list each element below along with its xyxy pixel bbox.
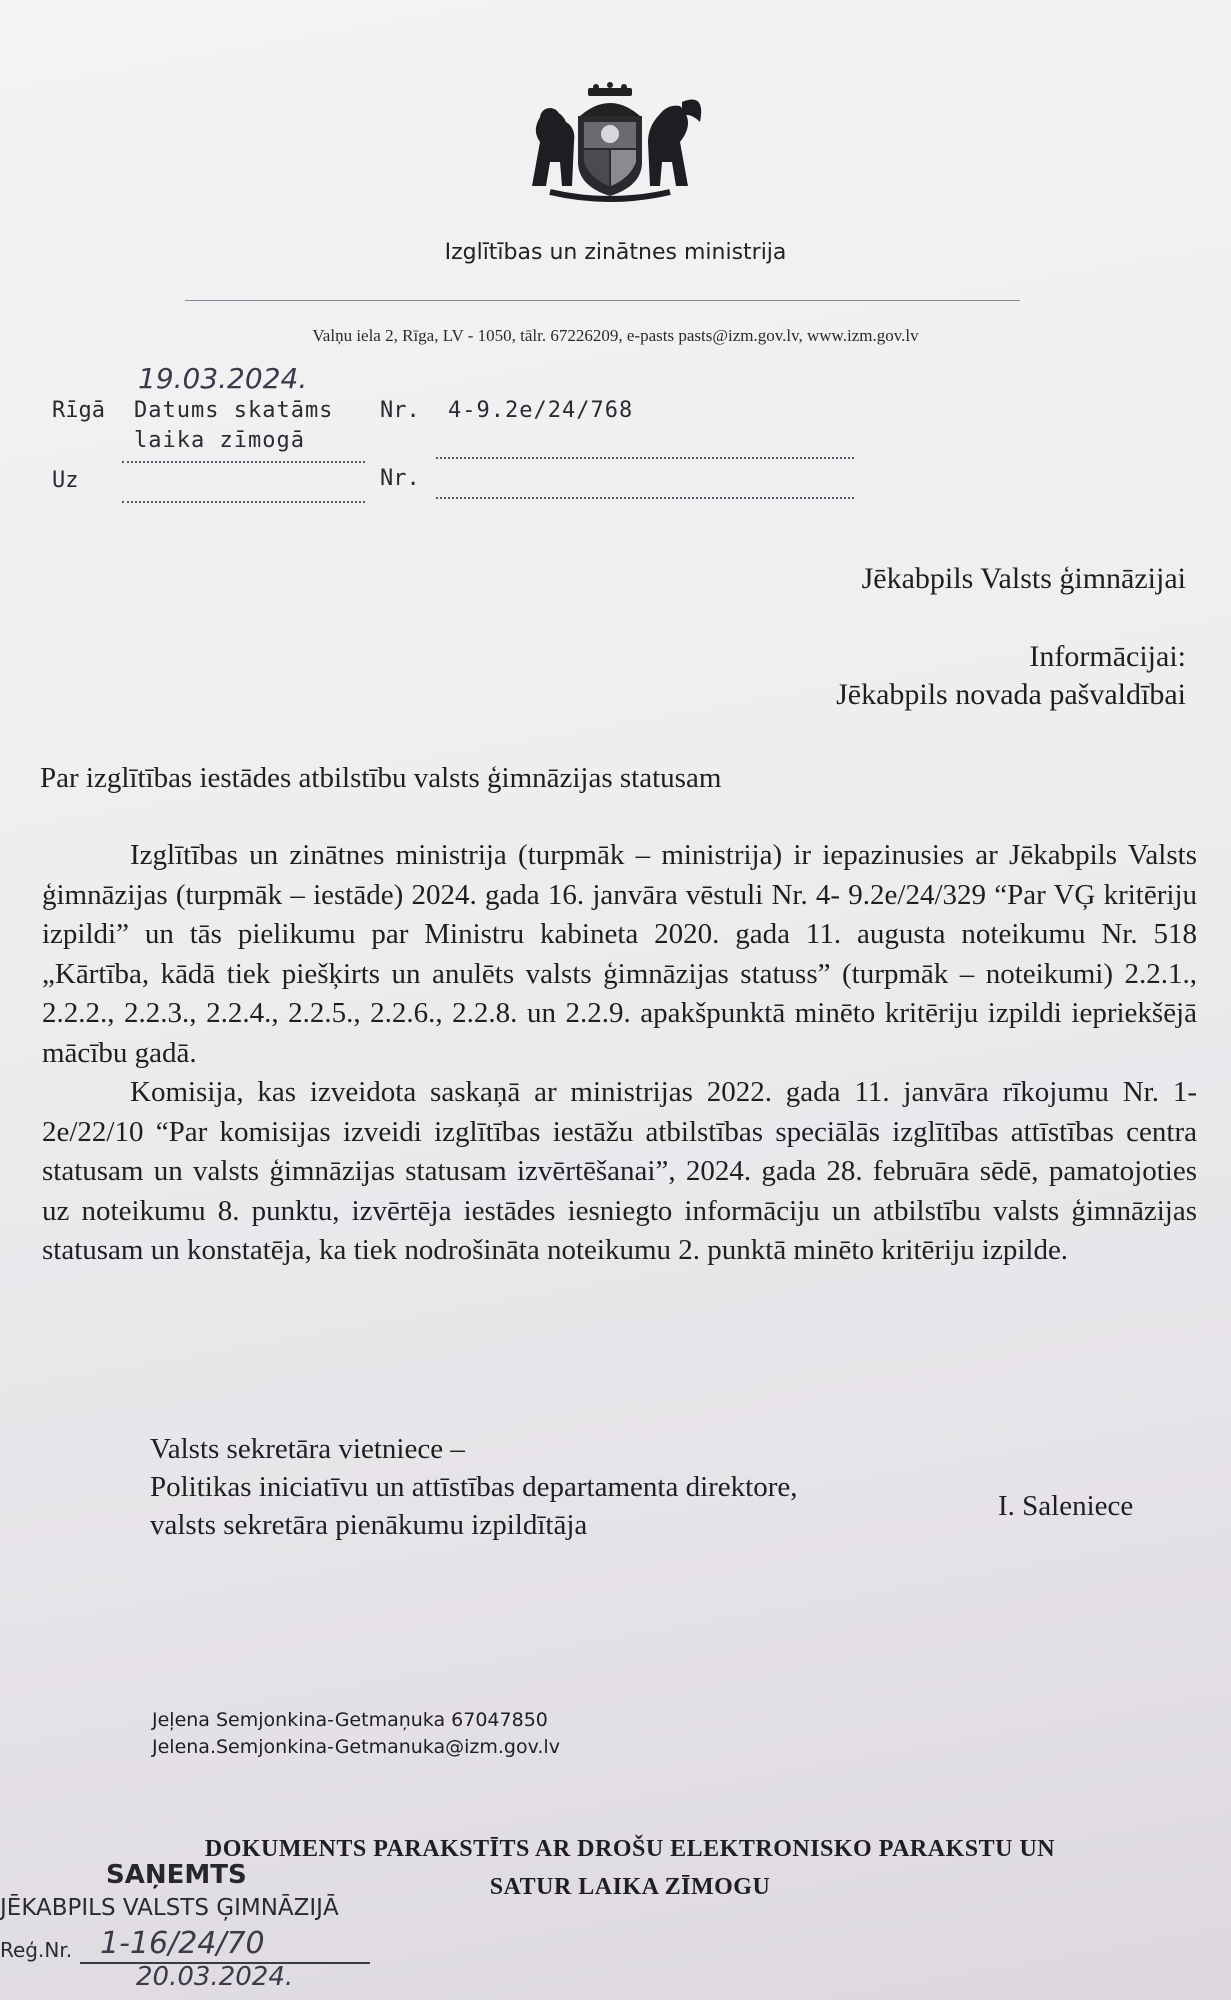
- date-handwritten: 19.03.2024.: [138, 362, 308, 395]
- date-dotted-line: [122, 461, 365, 463]
- ministry-address: Valņu iela 2, Rīga, LV - 1050, tālr. 67226209, e-pasts pasts@izm.gov.lv, www.izm.gov.lv: [312, 326, 919, 345]
- info-label: Informācijai:: [1029, 640, 1186, 673]
- body-paragraph-1: Izglītības un zinātnes ministrija (turpmāk – ministrija) ir iepazinusies ar Jēkabpils Valsts ģimnāzijas (turpmāk – iestāde) 2024. gada 16. janvāra vēstuli Nr. 4- 9.2e/24/329 “Par VĢ kritēriju izpildi” un tās pielikumu par Ministru kabineta 2020. gada 11. augusta noteikumu Nr. 518 „Kārtība, kādā tiek piešķirts un anulēts valsts ģimnāzijas statuss” (turpmāk – noteikumi) 2.2.1., 2.2.2., 2.2.3., 2.2.4., 2.2.5., 2.2.6., 2.2.8. un 2.2.9. apakšpunktā minēto kritēriju izpildi iepriekšējā mācību gadā.: [42, 839, 1197, 1069]
- place-label: Rīgā: [52, 398, 105, 423]
- contact-email: Jelena.Semjonkina-Getmanuka@izm.gov.lv: [152, 1736, 560, 1758]
- uz-label: Uz: [52, 468, 79, 493]
- coat-of-arms-logo: [510, 82, 710, 202]
- letter-subject: Par izglītības iestādes atbilstību valsts ģimnāzijas statusam: [40, 762, 722, 794]
- nr2-dotted-line: [436, 497, 854, 499]
- nr-label-2: Nr.: [380, 466, 420, 491]
- received-stamp-title: SAŅEMTS: [106, 1860, 247, 1890]
- header-divider: [185, 300, 1020, 301]
- e-signature-notice-line-2: SATUR LAIKA ZĪMOGU: [489, 1874, 771, 1900]
- signatory-name: I. Saleniece: [998, 1490, 1134, 1522]
- letter-body: [42, 836, 1197, 1271]
- received-stamp-org: JĒKABPILS VALSTS ĢIMNĀZIJĀ: [0, 1895, 339, 1921]
- date-line-1: Datums skatāms: [134, 398, 334, 423]
- received-reg-date: 20.03.2024.: [136, 1962, 294, 1992]
- contact-name-phone: Jeļena Semjonkina-Getmaņuka 67047850: [152, 1709, 548, 1731]
- info-recipient: Jēkabpils novada pašvaldībai: [836, 678, 1186, 711]
- uz-dotted-line: [122, 501, 365, 503]
- signatory-position: [150, 1430, 798, 1544]
- nr-label: Nr.: [380, 398, 420, 423]
- signatory-line-2: Politikas iniciatīvu un attīstības departamenta direktore,: [150, 1471, 798, 1503]
- recipient-main: Jēkabpils Valsts ģimnāzijai: [861, 562, 1186, 595]
- body-paragraph-2: Komisija, kas izveidota saskaņā ar ministrijas 2022. gada 11. janvāra rīkojumu Nr. 1-2e/22/10 “Par komisijas izveidi izglītības iestāžu atbilstības speciālās izglītības attīstības centra statusam un valsts ģimnāzijas statusam izvērtēšanai”, 2024. gada 28. februāra sēdē, pamatojoties uz noteikumu 8. punktu, izvērtēja iestādes iesniegto informāciju un atbilstību valsts ģimnāzijas statusam un konstatēja, ka tiek nodrošināta noteikumu 2. punktā minēto kritēriju izpilde.: [42, 1076, 1197, 1266]
- signatory-line-3: valsts sekretāra pienākumu izpildītāja: [150, 1509, 588, 1541]
- ministry-name: Izglītības un zinātnes ministrija: [444, 240, 787, 265]
- received-stamp-reg-label: Reģ.Nr.: [0, 1938, 73, 1962]
- e-signature-notice-line-1: DOKUMENTS PARAKSTĪTS AR DROŠU ELEKTRONISKO PARAKSTU UN: [204, 1836, 1056, 1862]
- document-number: 4-9.2e/24/768: [448, 398, 634, 423]
- date-line-2: laika zīmogā: [134, 428, 305, 453]
- number-dotted-line: [436, 457, 854, 459]
- signatory-line-1: Valsts sekretāra vietniece –: [150, 1433, 465, 1465]
- received-reg-number: 1-16/24/70: [100, 1926, 265, 1961]
- contact-info: [152, 1707, 560, 1761]
